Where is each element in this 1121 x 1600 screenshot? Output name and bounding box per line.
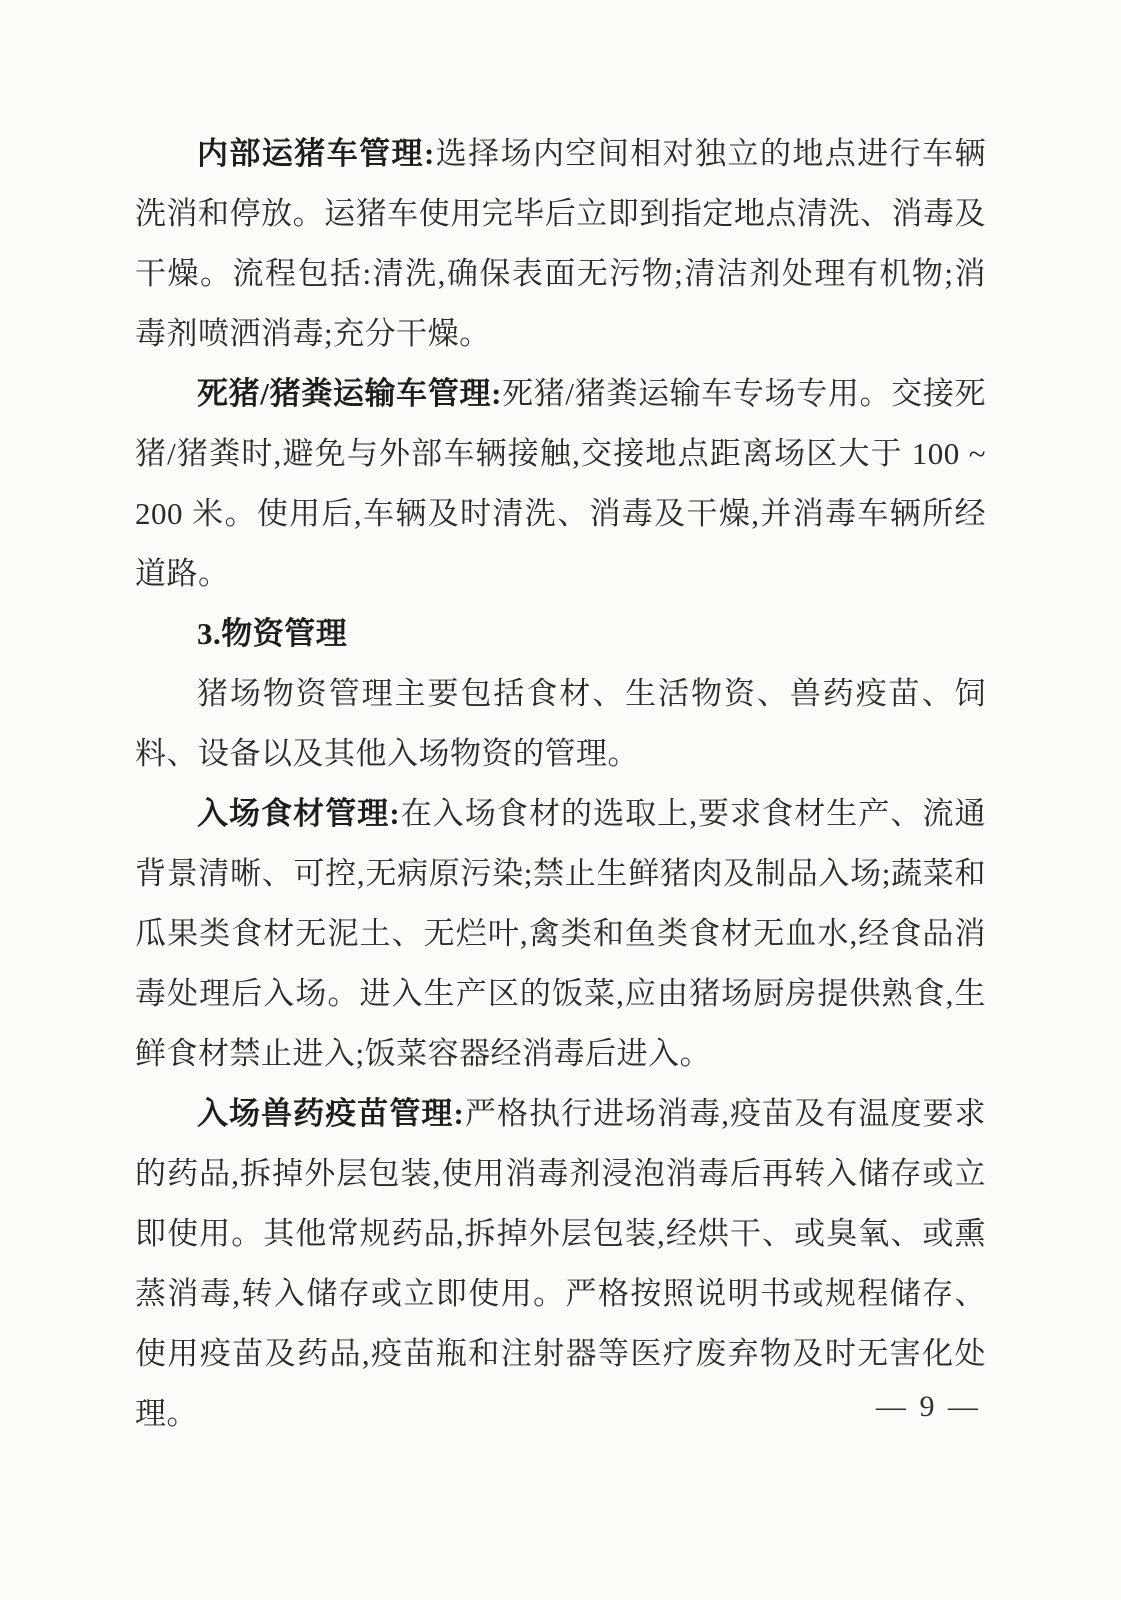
paragraph-food-materials-management: [135, 784, 986, 1084]
paragraph-lead-vet-medicine-vaccine: 入场兽药疫苗管理:: [197, 1096, 465, 1131]
paragraph-lead-food-materials: 入场食材管理:: [197, 796, 401, 831]
paragraph-text-dead-pig-manure-truck: 死猪/猪粪运输车专场专用。交接死猪/猪粪时,避免与外部车辆接触,交接地点距离场区大于 100 ~ 200 米。使用后,车辆及时清洗、消毒及干燥,并消毒车辆所经道路。: [135, 376, 986, 591]
page-number: — 9 —: [876, 1390, 981, 1423]
paragraph-text-food-materials: 在入场食材的选取上,要求食材生产、流通背景清晰、可控,无病原污染;禁止生鲜猪肉及制品入场;蔬菜和瓜果类食材无泥土、无烂叶,禽类和鱼类食材无血水,经食品消毒处理后入场。进入生产区的饭菜,应由猪场厨房提供熟食,生鲜食材禁止进入;饭菜容器经消毒后进入。: [135, 796, 987, 1071]
paragraph-materials-overview: [135, 664, 986, 784]
paragraph-vet-medicine-vaccine-management: [135, 1084, 986, 1444]
paragraph-text-internal-pig-truck: 选择场内空间相对独立的地点进行车辆洗消和停放。运猪车使用完毕后立即到指定地点清洗、消毒及干燥。流程包括:清洗,确保表面无污物;清洁剂处理有机物;消毒剂喷洒消毒;充分干燥。: [135, 136, 987, 351]
document-body: [135, 124, 986, 1444]
paragraph-dead-pig-manure-truck-management: [135, 364, 986, 604]
paragraph-internal-pig-truck-management: [135, 124, 986, 364]
paragraph-text-vet-medicine-vaccine: 严格执行进场消毒,疫苗及有温度要求的药品,拆掉外层包装,使用消毒剂浸泡消毒后再转入储存或立即使用。其他常规药品,拆掉外层包装,经烘干、或臭氧、或熏蒸消毒,转入储存或立即使用。严格按照说明书或规程储存、使用疫苗及药品,疫苗瓶和注射器等医疗废弃物及时无害化处理。: [135, 1096, 986, 1431]
paragraph-text-materials-overview: 猪场物资管理主要包括食材、生活物资、兽药疫苗、饲料、设备以及其他入场物资的管理。: [135, 676, 986, 771]
paragraph-lead-dead-pig-manure-truck: 死猪/猪粪运输车管理:: [197, 376, 502, 411]
section-heading-materials-management: 3.物资管理: [197, 616, 348, 651]
paragraph-lead-internal-pig-truck: 内部运猪车管理:: [197, 136, 435, 171]
